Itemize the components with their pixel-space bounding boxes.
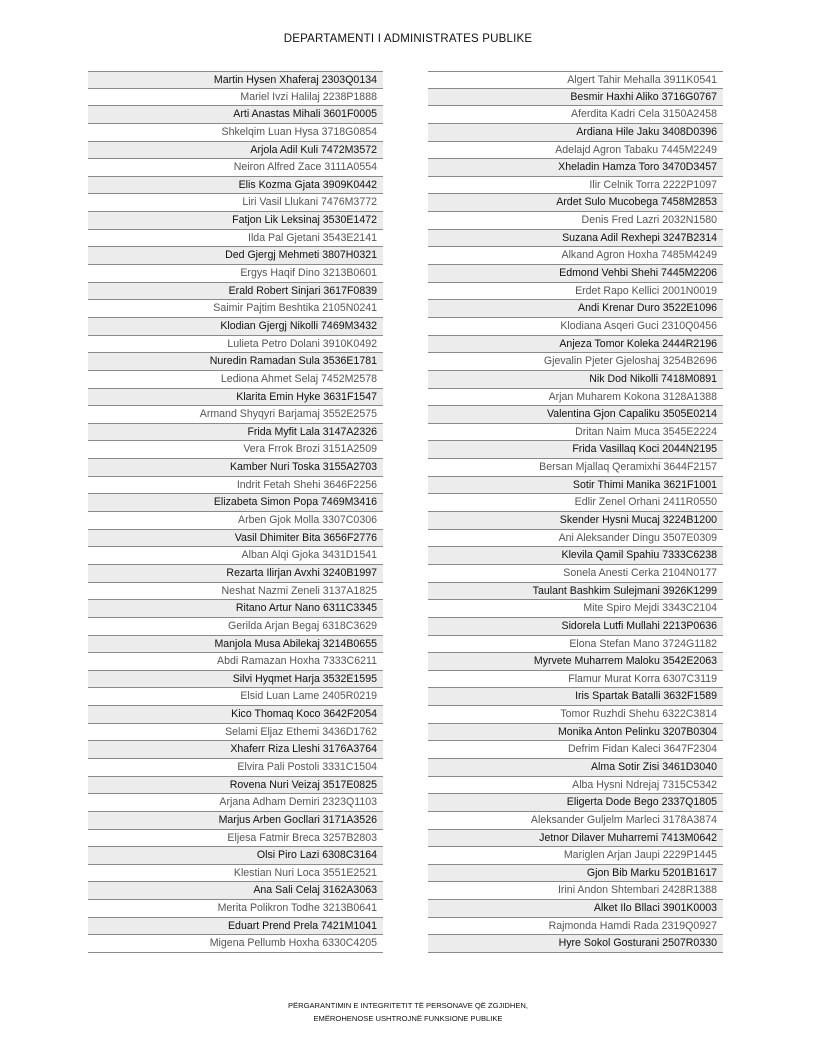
- list-item: Ergys Haqif Dino 3213B0601: [88, 265, 383, 283]
- list-item: Klestian Nuri Loca 3551E2521: [88, 865, 383, 883]
- list-item: Mariglen Arjan Jaupi 2229P1445: [428, 847, 723, 865]
- list-item: Elona Stefan Mano 3724G1182: [428, 636, 723, 654]
- list-item: Nik Dod Nikolli 7418M0891: [428, 371, 723, 389]
- list-item: Tomor Ruzhdi Shehu 6322C3814: [428, 706, 723, 724]
- list-item: Arjana Adham Demiri 2323Q1103: [88, 794, 383, 812]
- list-item: Adelajd Agron Tabaku 7445M2249: [428, 142, 723, 160]
- list-item: Suzana Adil Rexhepi 3247B2314: [428, 230, 723, 248]
- footer-line-1: PËRGARANTIMIN E INTEGRITETIT TË PERSONAVE QË ZGJIDHEN,: [287, 1001, 529, 1010]
- names-column-left: [88, 71, 383, 953]
- list-item: Manjola Musa Abilekaj 3214B0655: [88, 636, 383, 654]
- list-item: Lediona Ahmet Selaj 7452M2578: [88, 371, 383, 389]
- list-item: Rajmonda Hamdi Rada 2319Q0927: [428, 918, 723, 936]
- list-item: Marjus Arben Gocllari 3171A3526: [88, 812, 383, 830]
- list-item: Frida Myfit Lala 3147A2326: [88, 424, 383, 442]
- list-item: Eljesa Fatmir Breca 3257B2803: [88, 830, 383, 848]
- list-item: Algert Tahir Mehalla 3911K0541: [428, 71, 723, 89]
- list-item: Rovena Nuri Veizaj 3517E0825: [88, 777, 383, 795]
- list-item: Silvi Hyqmet Harja 3532E1595: [88, 671, 383, 689]
- page-footer: [0, 999, 816, 1025]
- list-item: Irini Andon Shtembari 2428R1388: [428, 882, 723, 900]
- list-item: Kico Thomaq Koco 3642F2054: [88, 706, 383, 724]
- list-item: Hyre Sokol Gosturani 2507R0330: [428, 935, 723, 953]
- list-item: Sidorela Lutfi Mullahi 2213P0636: [428, 618, 723, 636]
- list-item: Arti Anastas Mihali 3601F0005: [88, 106, 383, 124]
- list-item: Taulant Bashkim Sulejmani 3926K1299: [428, 583, 723, 601]
- list-item: Neiron Alfred Zace 3111A0554: [88, 159, 383, 177]
- list-item: Sotir Thimi Manika 3621F1001: [428, 477, 723, 495]
- list-item: Xhaferr Riza Lleshi 3176A3764: [88, 741, 383, 759]
- list-item: Aferdita Kadri Cela 3150A2458: [428, 106, 723, 124]
- list-item: Kamber Nuri Toska 3155A2703: [88, 459, 383, 477]
- names-column-right: [428, 71, 723, 953]
- list-item: Frida Vasillaq Koci 2044N2195: [428, 441, 723, 459]
- list-item: Alket Ilo Bllaci 3901K0003: [428, 900, 723, 918]
- list-item: Ana Sali Celaj 3162A3063: [88, 882, 383, 900]
- list-item: Selami Eljaz Ethemi 3436D1762: [88, 724, 383, 742]
- list-item: Iris Spartak Batalli 3632F1589: [428, 688, 723, 706]
- list-item: Flamur Murat Korra 6307C3119: [428, 671, 723, 689]
- list-item: Klevila Qamil Spahiu 7333C6238: [428, 547, 723, 565]
- list-item: Arjola Adil Kuli 7472M3572: [88, 142, 383, 160]
- list-item: Bersan Mjallaq Qeramixhi 3644F2157: [428, 459, 723, 477]
- list-item: Andi Krenar Duro 3522E1096: [428, 300, 723, 318]
- list-item: Ilda Pal Gjetani 3543E2141: [88, 230, 383, 248]
- list-item: Defrim Fidan Kaleci 3647F2304: [428, 741, 723, 759]
- list-item: Alma Sotir Zisi 3461D3040: [428, 759, 723, 777]
- list-item: Klodiana Asqeri Guci 2310Q0456: [428, 318, 723, 336]
- list-item: Besmir Haxhi Aliko 3716G0767: [428, 89, 723, 107]
- list-item: Eduart Prend Prela 7421M1041: [88, 918, 383, 936]
- list-item: Alkand Agron Hoxha 7485M4249: [428, 247, 723, 265]
- list-item: Armand Shyqyri Barjamaj 3552E2575: [88, 406, 383, 424]
- list-item: Klarita Emin Hyke 3631F1547: [88, 389, 383, 407]
- list-item: Gjon Bib Marku 5201B1617: [428, 865, 723, 883]
- list-item: Abdi Ramazan Hoxha 7333C6211: [88, 653, 383, 671]
- list-item: Gerilda Arjan Begaj 6318C3629: [88, 618, 383, 636]
- list-item: Rezarta Ilirjan Avxhi 3240B1997: [88, 565, 383, 583]
- list-item: Elsid Luan Lame 2405R0219: [88, 688, 383, 706]
- list-item: Ded Gjergj Mehmeti 3807H0321: [88, 247, 383, 265]
- list-item: Ardet Sulo Mucobega 7458M2853: [428, 194, 723, 212]
- list-item: Migena Pellumb Hoxha 6330C4205: [88, 935, 383, 953]
- list-item: Indrit Fetah Shehi 3646F2256: [88, 477, 383, 495]
- list-item: Xheladin Hamza Toro 3470D3457: [428, 159, 723, 177]
- list-item: Erdet Rapo Kellici 2001N0019: [428, 283, 723, 301]
- list-item: Shkelqim Luan Hysa 3718G0854: [88, 124, 383, 142]
- list-item: Saimir Pajtim Beshtika 2105N0241: [88, 300, 383, 318]
- list-item: Arben Gjok Molla 3307C0306: [88, 512, 383, 530]
- list-item: Sonela Anesti Cerka 2104N0177: [428, 565, 723, 583]
- list-item: Edlir Zenel Orhani 2411R0550: [428, 494, 723, 512]
- list-item: Jetnor Dilaver Muharremi 7413M0642: [428, 830, 723, 848]
- list-item: Erald Robert Sinjari 3617F0839: [88, 283, 383, 301]
- list-item: Liri Vasil Llukani 7476M3772: [88, 194, 383, 212]
- list-item: Merita Polikron Todhe 3213B0641: [88, 900, 383, 918]
- list-item: Mite Spiro Mejdi 3343C2104: [428, 600, 723, 618]
- list-item: Klodian Gjergj Nikolli 7469M3432: [88, 318, 383, 336]
- list-item: Ritano Artur Nano 6311C3345: [88, 600, 383, 618]
- list-item: Elis Kozma Gjata 3909K0442: [88, 177, 383, 195]
- list-item: Fatjon Lik Leksinaj 3530E1472: [88, 212, 383, 230]
- list-item: Vasil Dhimiter Bita 3656F2776: [88, 530, 383, 548]
- list-item: Arjan Muharem Kokona 3128A1388: [428, 389, 723, 407]
- list-item: Myrvete Muharrem Maloku 3542E2063: [428, 653, 723, 671]
- list-item: Valentina Gjon Capaliku 3505E0214: [428, 406, 723, 424]
- list-item: Elvira Pali Postoli 3331C1504: [88, 759, 383, 777]
- list-item: Dritan Naim Muca 3545E2224: [428, 424, 723, 442]
- list-item: Neshat Nazmi Zeneli 3137A1825: [88, 583, 383, 601]
- list-item: Anjeza Tomor Koleka 2444R2196: [428, 336, 723, 354]
- list-item: Olsi Piro Lazi 6308C3164: [88, 847, 383, 865]
- list-item: Skender Hysni Mucaj 3224B1200: [428, 512, 723, 530]
- footer-line-2: EMËROHENOSE USHTROJNË FUNKSIONE PUBLIKE: [313, 1014, 503, 1023]
- list-item: Vera Frrok Brozi 3151A2509: [88, 441, 383, 459]
- list-item: Mariel Ivzi Halilaj 2238P1888: [88, 89, 383, 107]
- list-item: Ilir Celnik Torra 2222P1097: [428, 177, 723, 195]
- list-item: Ani Aleksander Dingu 3507E0309: [428, 530, 723, 548]
- list-item: Elizabeta Simon Popa 7469M3416: [88, 494, 383, 512]
- list-item: Lulieta Petro Dolani 3910K0492: [88, 336, 383, 354]
- list-item: Eligerta Dode Bego 2337Q1805: [428, 794, 723, 812]
- list-item: Ardiana Hile Jaku 3408D0396: [428, 124, 723, 142]
- list-item: Gjevalin Pjeter Gjeloshaj 3254B2696: [428, 353, 723, 371]
- list-item: Nuredin Ramadan Sula 3536E1781: [88, 353, 383, 371]
- list-item: Aleksander Guljelm Marleci 3178A3874: [428, 812, 723, 830]
- page-title: DEPARTAMENTI I ADMINISTRATES PUBLIKE: [283, 33, 533, 45]
- list-item: Denis Fred Lazri 2032N1580: [428, 212, 723, 230]
- list-item: Edmond Vehbi Shehi 7445M2206: [428, 265, 723, 283]
- list-item: Monika Anton Pelinku 3207B0304: [428, 724, 723, 742]
- list-item: Martin Hysen Xhaferaj 2303Q0134: [88, 71, 383, 89]
- list-item: Alban Alqi Gjoka 3431D1541: [88, 547, 383, 565]
- list-item: Alba Hysni Ndrejaj 7315C5342: [428, 777, 723, 795]
